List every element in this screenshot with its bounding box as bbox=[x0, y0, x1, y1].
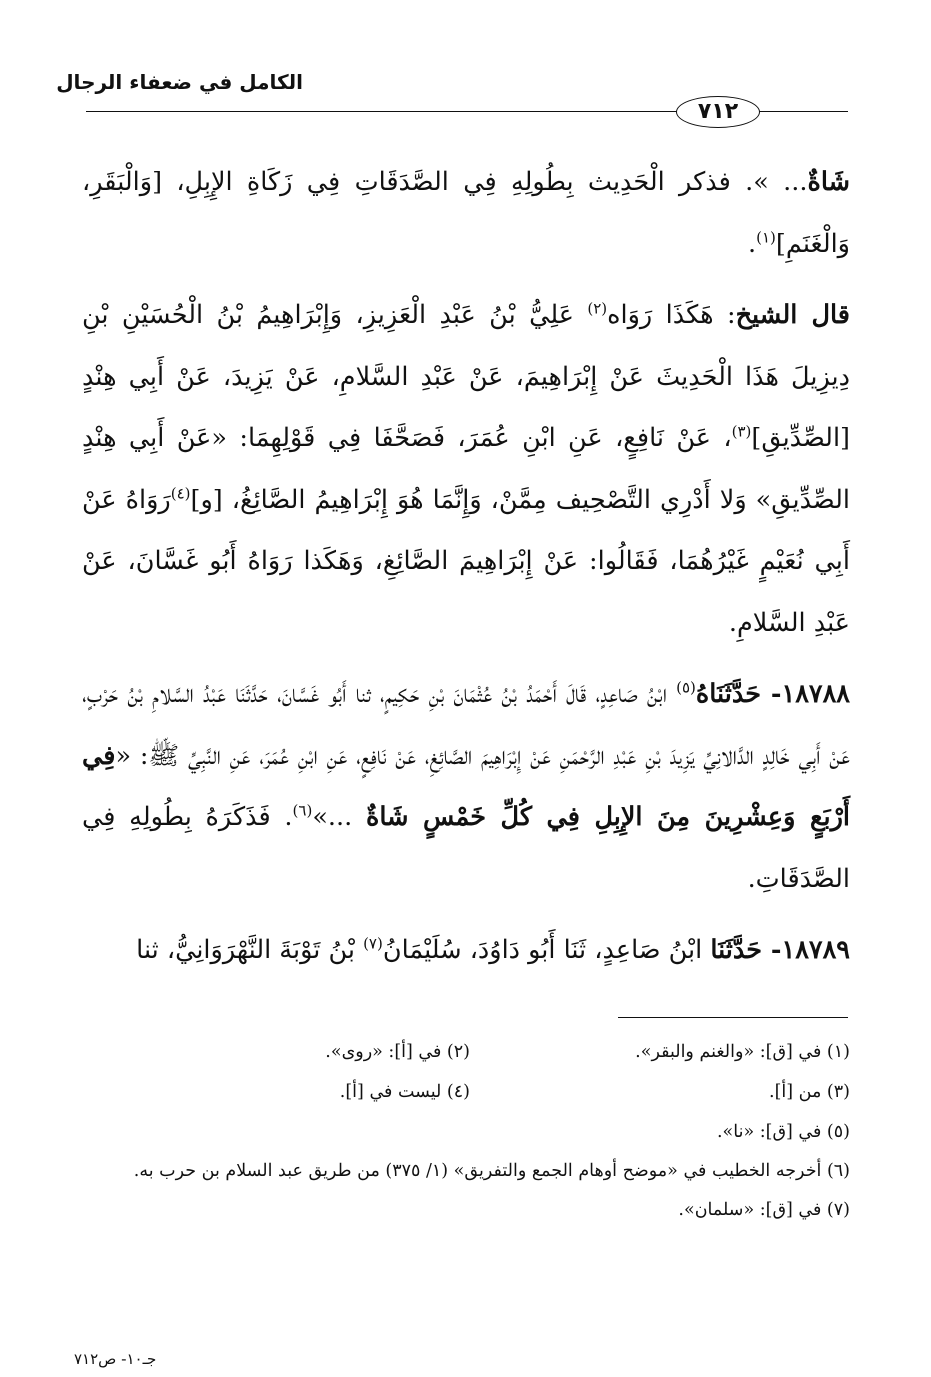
hadith-number: ١٨٧٨٩- bbox=[762, 935, 850, 965]
footnote-1: (١) في [ق]: «والغنم والبقر». bbox=[635, 1042, 850, 1062]
text-span: . فَذَكَرَهُ بِطُولِهِ فِي الصَّدَقَاتِ. bbox=[82, 802, 850, 894]
text-span: ابْنُ صَاعِدٍ، قَالَ أَحْمَدُ بْنُ عُثْمَانَ بْنِ حَكِيمٍ، ثنا أَبُو غَسَّانَ، حَدَّثَنَا عَبْدُ السَّلامِ بْنُ حَرْبٍ، عَنْ أَبِي خَالِدٍ الدَّالانِيِّ يَزِيدَ بْنِ عَبْدِ الرَّحْمَنِ عَنْ إِبْرَاهِيمَ الصَّائِغِ، عَنْ نَافِعٍ، عَنِ ابْنِ عُمَرَ، عَنِ النَّبِيِّ ﷺ: « bbox=[82, 679, 850, 771]
footnote-7: (٧) في [ق]: «سلمان». bbox=[678, 1200, 850, 1220]
text-span: ... ». فذكر الْحَدِيث بِطُولِهِ فِي الصَّدَقَاتِ فِي زَكَاةِ الإِبِلِ، [وَالْبَقَرِ، وَالْغَنَمِ] bbox=[82, 167, 850, 259]
running-title: الكامل في ضعفاء الرجال bbox=[56, 70, 303, 94]
text-span: بْنُ تَوْبَةَ النَّهْرَوَانِيُّ، ثنا bbox=[136, 935, 364, 965]
volume-page-reference: جـ١٠- ص٧١٢ bbox=[74, 1350, 157, 1368]
page-number-badge: ٧١٢ bbox=[676, 96, 760, 128]
paragraph-2 bbox=[82, 285, 850, 654]
footnote-row bbox=[84, 1072, 850, 1112]
text-span: ، عَنْ نَافِعٍ، عَنِ ابْنِ عُمَرَ، فَصَحَّفَا فِي قَوْلِهِمَا: «عَنْ أَبِي هِنْدٍ الصِّدِّيقِ» وَلا أَدْرِي التَّصْحِيف مِمَّنْ، وَإِنَّمَا هُوَ إِبْرَاهِيمُ الصَّائِغُ، [و] bbox=[82, 423, 850, 515]
text-span: . bbox=[748, 228, 757, 259]
footnote-ref-5: (٥) bbox=[676, 678, 696, 697]
footnote-ref-4: (٤) bbox=[170, 484, 191, 502]
paragraph-hadith-18789 bbox=[82, 920, 850, 982]
footnote-4: (٤) ليست في [أ]. bbox=[339, 1082, 470, 1102]
text-span: ...» bbox=[312, 802, 366, 832]
footnote-2: (٢) في [أ]: «روى». bbox=[325, 1042, 470, 1062]
footnote-ref-2: (٢) bbox=[587, 299, 608, 318]
hadith-matn: فِي أَرْبَعٍ وَعِشْرِينَ مِنَ الإِبِلِ فِي كُلِّ خَمْسٍ شَاةٌ bbox=[82, 740, 851, 832]
text-span: رَوَاهُ عَنْ أَبِي نُعَيْمٍ غَيْرُهُمَا، فَقَالُوا: عَنْ إِبْرَاهِيمَ الصَّائِغِ، وَهَكَذا رَوَاهُ أَبُو غَسَّانَ، عَنْ عَبْدِ السَّلامِ. bbox=[82, 484, 850, 638]
footnote-ref-3: (٣) bbox=[731, 422, 752, 441]
paragraph-1 bbox=[82, 152, 850, 275]
footnote-ref-6: (٦) bbox=[292, 801, 313, 820]
footnote-6: (٦) أخرجه الخطيب في «موضح أوهام الجمع والتفريق» (١/ ٣٧٥) من طريق عبد السلام بن حرب به. bbox=[133, 1161, 850, 1181]
bold-word: شَاةٌ bbox=[807, 167, 850, 197]
paragraph-lead: حَدَّثَنَاهُ bbox=[695, 679, 761, 709]
footnote-3: (٣) من [أ]. bbox=[769, 1082, 850, 1102]
hadith-number: ١٨٧٨٨- bbox=[760, 679, 850, 709]
text-span: ابْنُ صَاعِدٍ، ثَنَا أَبُو دَاوُدَ، سُلَيْمَانُ bbox=[382, 935, 711, 965]
paragraph-lead: حَدَّثَنَا bbox=[710, 935, 763, 965]
footnote-rule bbox=[618, 1017, 848, 1018]
footnote-row bbox=[84, 1032, 850, 1072]
text-span: عَلِيُّ بْنُ عَبْدِ الْعَزِيزِ، وَإِبْرَاهِيمُ بْنُ الْحُسَيْنِ بْنِ دِيزِيلَ هَذَا الْحَدِيثَ عَنْ إِبْرَاهِيمَ، عَنْ عَبْدِ السَّلامِ، عَنْ يَزِيدَ، عَنْ أَبِي هِنْدٍ [الصِّدِّيقِ] bbox=[82, 300, 850, 453]
footnote-ref-7: (٧) bbox=[363, 934, 383, 953]
main-text bbox=[82, 152, 850, 992]
footnote-ref-1: (١) bbox=[756, 228, 776, 246]
footnote-5: (٥) في [ق]: «نا». bbox=[716, 1122, 850, 1142]
text-span: : هَكَذَا رَوَاه bbox=[607, 300, 736, 330]
paragraph-hadith-18788 bbox=[82, 664, 850, 910]
footnotes bbox=[84, 1032, 850, 1230]
paragraph-lead: قال الشيخ bbox=[735, 300, 850, 330]
